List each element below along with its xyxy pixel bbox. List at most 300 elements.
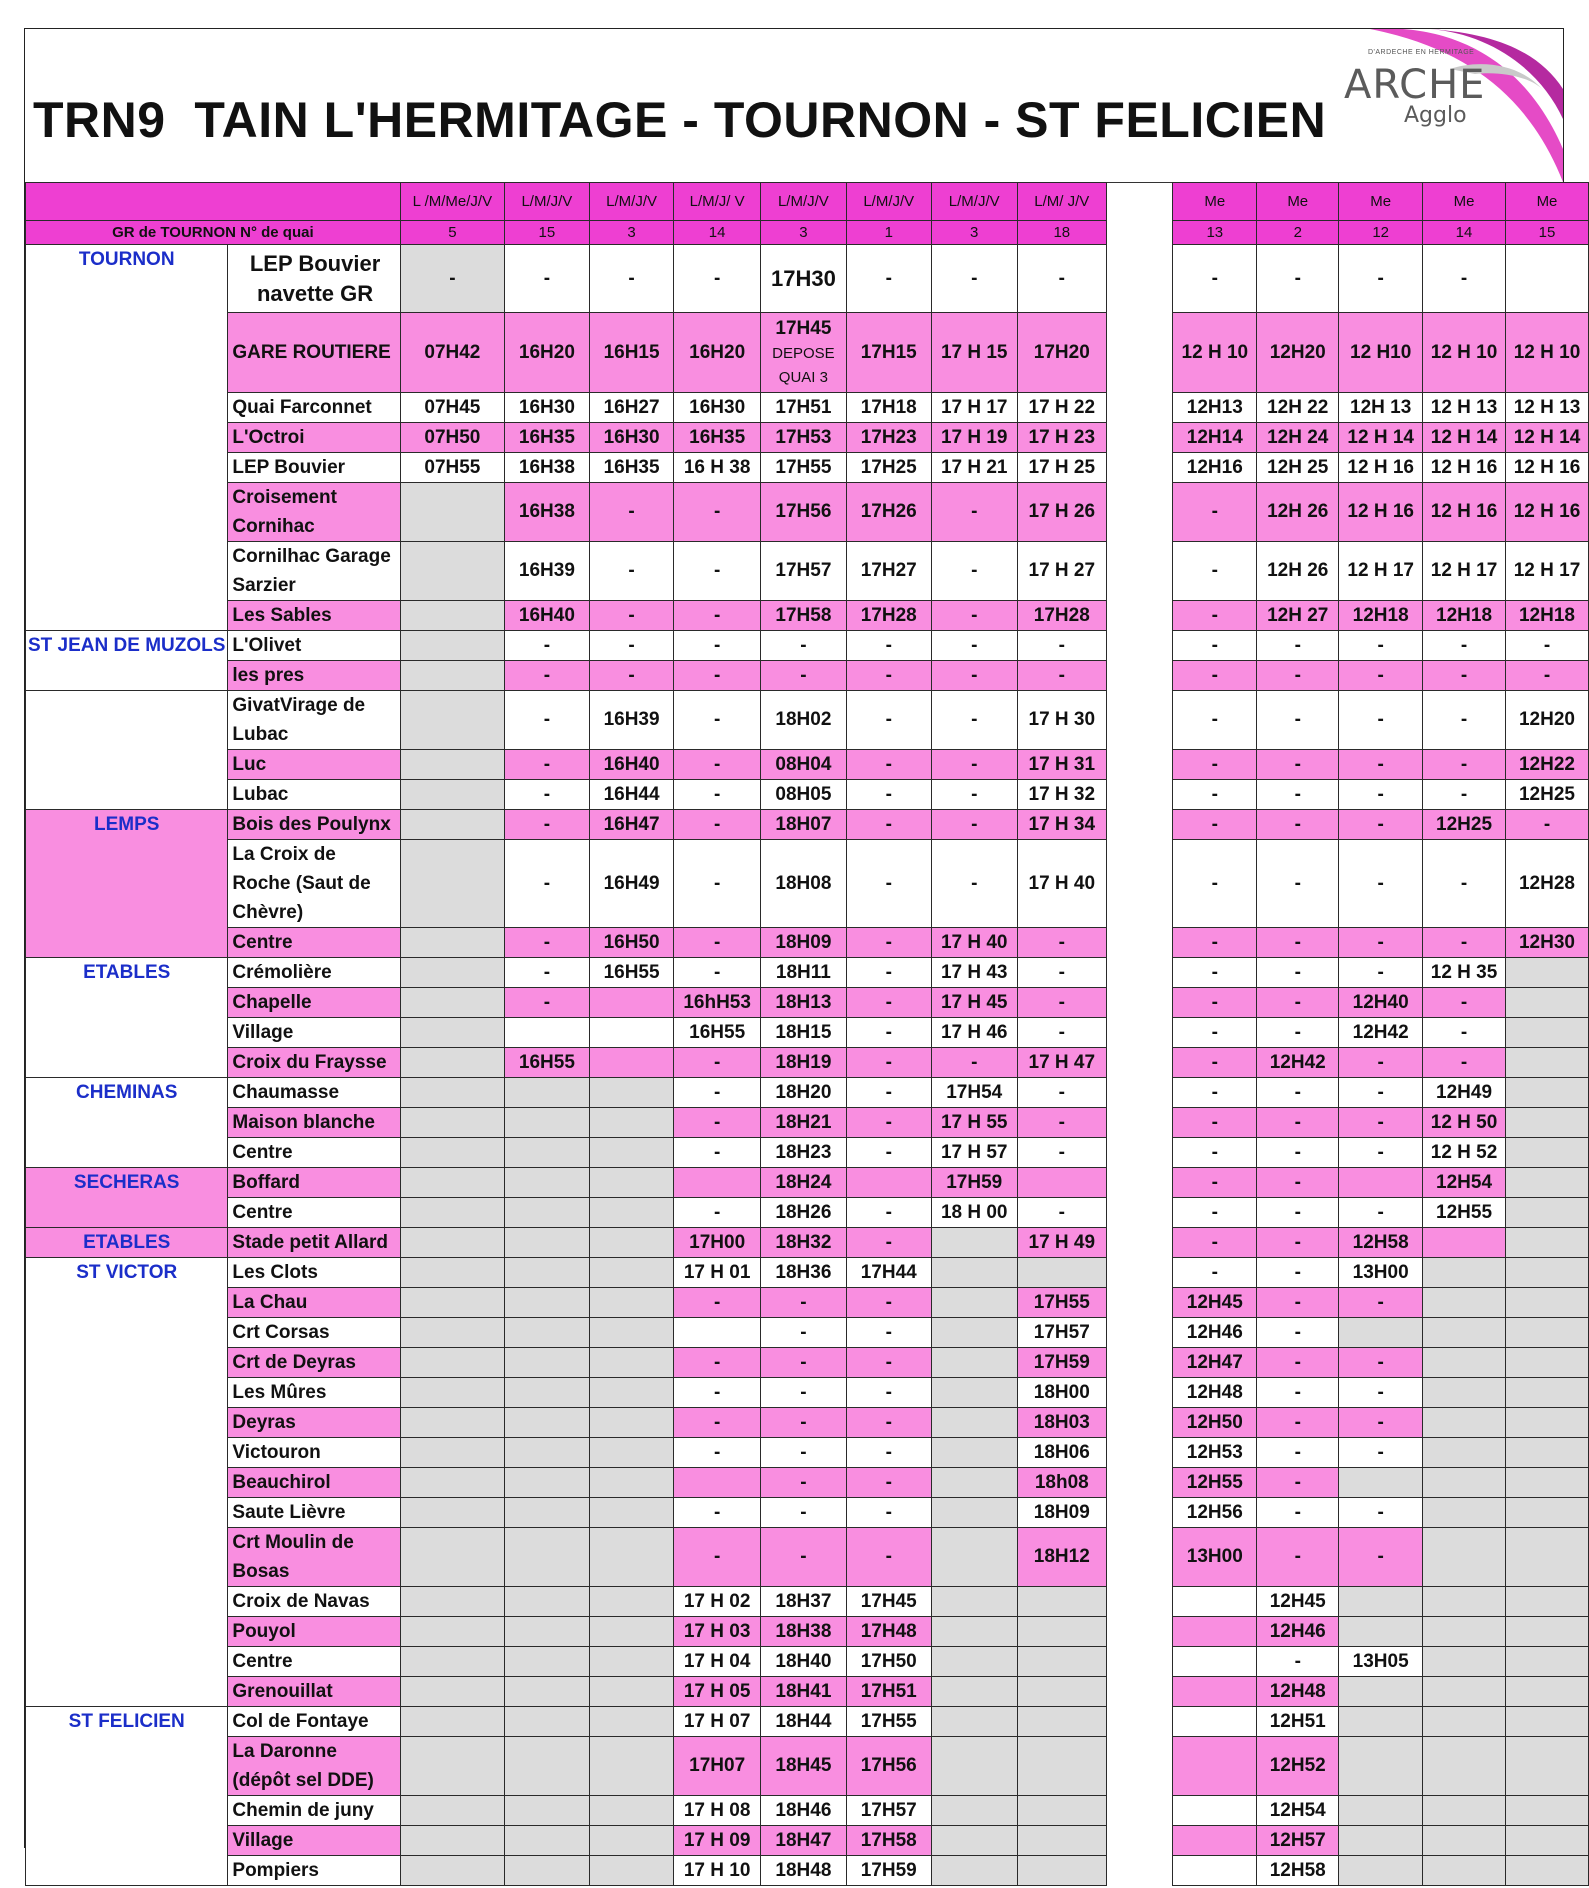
time-cell: -	[846, 1318, 931, 1348]
time-cell	[589, 1468, 674, 1498]
time-cell: 17 H 10	[674, 1856, 760, 1886]
time-cell: 17 H 26	[1017, 483, 1106, 542]
time-cell: -	[1505, 810, 1588, 840]
time-cell	[505, 1348, 590, 1378]
header-empty-cell	[26, 183, 401, 221]
time-cell: -	[760, 1408, 846, 1438]
time-cell: 12H48	[1257, 1677, 1339, 1707]
time-cell: 16H47	[589, 810, 674, 840]
stop-name: Luc	[228, 750, 400, 780]
timetable-row	[26, 1198, 1589, 1228]
stop-name: Stade petit Allard	[228, 1228, 400, 1258]
time-cell	[400, 1048, 504, 1078]
time-cell: -	[1257, 1288, 1339, 1318]
time-cell: -	[760, 1348, 846, 1378]
time-cell: -	[674, 1528, 760, 1587]
time-cell	[400, 483, 504, 542]
quai-number-cell: 15	[1505, 221, 1588, 245]
time-cell: -	[1257, 1258, 1339, 1288]
stop-name: Bois des Poulynx	[228, 810, 400, 840]
time-cell: -	[1017, 661, 1106, 691]
timetable-row	[26, 928, 1589, 958]
time-cell: 12H 26	[1257, 483, 1339, 542]
stop-name: GARE ROUTIERE	[228, 313, 400, 393]
column-gap	[1106, 1018, 1173, 1048]
time-cell: 17 H 22	[1017, 393, 1106, 423]
time-cell	[400, 1707, 504, 1737]
logo-small-text: D'ARDECHE EN HERMITAGE	[1368, 49, 1475, 56]
time-cell: -	[1173, 1078, 1257, 1108]
time-cell: 18H08	[760, 840, 846, 928]
stop-name: L'Octroi	[228, 423, 400, 453]
stop-name: Centre	[228, 1138, 400, 1168]
column-gap	[1106, 988, 1173, 1018]
time-cell: 12H 27	[1257, 601, 1339, 631]
time-cell	[400, 1348, 504, 1378]
time-cell: 17 H 17	[931, 393, 1017, 423]
header	[25, 29, 1563, 183]
logo-arche-text: ARCHE	[1344, 62, 1486, 108]
time-cell: 18H20	[760, 1078, 846, 1108]
time-cell: 17H15	[846, 313, 931, 393]
time-cell: 12 H 16	[1505, 453, 1588, 483]
time-cell: 16H55	[674, 1018, 760, 1048]
time-cell: 12H47	[1173, 1348, 1257, 1378]
stop-name: Chaumasse	[228, 1078, 400, 1108]
stop-name: Col de Fontaye	[228, 1707, 400, 1737]
time-cell	[505, 1408, 590, 1438]
time-cell: 08H04	[760, 750, 846, 780]
stop-name: Saute Lièvre	[228, 1498, 400, 1528]
time-cell: 13H00	[1339, 1258, 1423, 1288]
time-cell	[400, 1258, 504, 1288]
logo-agglo-text: Agglo	[1404, 103, 1467, 128]
time-cell: -	[1257, 780, 1339, 810]
time-cell	[400, 1198, 504, 1228]
time-cell	[589, 1198, 674, 1228]
stop-name: Grenouillat	[228, 1677, 400, 1707]
timetable-row	[26, 958, 1589, 988]
time-cell: -	[1257, 1348, 1339, 1378]
time-cell: 12H30	[1505, 928, 1588, 958]
time-cell	[589, 1707, 674, 1737]
time-cell: -	[674, 1498, 760, 1528]
time-cell: -	[1257, 1018, 1339, 1048]
time-cell: 17H54	[931, 1078, 1017, 1108]
time-cell: 18H24	[760, 1168, 846, 1198]
timetable-row	[26, 1348, 1589, 1378]
time-cell: 12 H 10	[1423, 313, 1506, 393]
timetable-row	[26, 661, 1589, 691]
time-cell: -	[1339, 1048, 1423, 1078]
time-cell: 12 H 16	[1339, 483, 1423, 542]
time-cell: 18H41	[760, 1677, 846, 1707]
time-cell	[589, 1617, 674, 1647]
time-cell: -	[1173, 1048, 1257, 1078]
quai-number-cell: 12	[1339, 221, 1423, 245]
time-cell	[589, 1318, 674, 1348]
stop-name: Cornilhac Garage Sarzier	[228, 542, 400, 601]
time-cell	[589, 1348, 674, 1378]
time-cell: -	[760, 1498, 846, 1528]
time-cell: 18H40	[760, 1647, 846, 1677]
timetable-row	[26, 1018, 1589, 1048]
time-cell	[1505, 1796, 1588, 1826]
time-cell: -	[1339, 928, 1423, 958]
time-cell: 18H38	[760, 1617, 846, 1647]
time-cell	[1173, 1796, 1257, 1826]
timetable-row	[26, 840, 1589, 928]
time-cell: -	[674, 1348, 760, 1378]
time-cell: -	[674, 1438, 760, 1468]
timetable-row	[26, 750, 1589, 780]
time-cell: 16H35	[674, 423, 760, 453]
time-cell: 17 H 47	[1017, 1048, 1106, 1078]
time-cell	[400, 928, 504, 958]
time-cell: -	[846, 1078, 931, 1108]
time-cell: 17 H 19	[931, 423, 1017, 453]
time-value: 17H45	[775, 317, 832, 339]
time-cell: 16H39	[505, 542, 590, 601]
time-cell: 17H27	[846, 542, 931, 601]
time-cell	[400, 1408, 504, 1438]
time-cell	[505, 1288, 590, 1318]
time-cell: 18H11	[760, 958, 846, 988]
time-cell	[589, 1498, 674, 1528]
stop-name: Pouyol	[228, 1617, 400, 1647]
time-cell: -	[1339, 1348, 1423, 1378]
day-header-cell: L/M/J/V	[505, 183, 590, 221]
stop-name: LEP Bouvier	[228, 453, 400, 483]
time-cell: 12H58	[1339, 1228, 1423, 1258]
time-cell	[505, 1707, 590, 1737]
time-cell	[1505, 1737, 1588, 1796]
time-cell: 17H50	[846, 1647, 931, 1677]
timetable-row	[26, 1378, 1589, 1408]
time-cell: 12 H 13	[1423, 393, 1506, 423]
time-cell	[400, 631, 504, 661]
time-cell	[589, 1288, 674, 1318]
column-gap	[1106, 1318, 1173, 1348]
column-gap	[1106, 928, 1173, 958]
time-cell: -	[1423, 661, 1506, 691]
time-cell: -	[674, 928, 760, 958]
time-cell: -	[760, 1378, 846, 1408]
time-cell	[931, 1528, 1017, 1587]
time-cell: 07H50	[400, 423, 504, 453]
time-cell: -	[931, 780, 1017, 810]
time-cell: 12H22	[1505, 750, 1588, 780]
quai-number-cell: 15	[505, 221, 590, 245]
time-cell: 17H57	[1017, 1318, 1106, 1348]
time-cell: -	[1339, 1528, 1423, 1587]
time-cell: 12 H 16	[1505, 483, 1588, 542]
time-cell	[400, 958, 504, 988]
time-cell: -	[1423, 840, 1506, 928]
time-cell	[589, 1048, 674, 1078]
time-cell	[674, 1468, 760, 1498]
time-cell: 18H09	[760, 928, 846, 958]
time-cell: 12H58	[1257, 1856, 1339, 1886]
time-cell: -	[846, 1378, 931, 1408]
column-gap	[1106, 780, 1173, 810]
time-cell	[589, 1647, 674, 1677]
time-cell	[931, 1378, 1017, 1408]
time-cell: 17H48	[846, 1617, 931, 1647]
time-cell	[1339, 1856, 1423, 1886]
day-header-cell: L /M/Me/J/V	[400, 183, 504, 221]
column-gap	[1106, 1468, 1173, 1498]
time-cell: -	[846, 1288, 931, 1318]
time-cell	[1017, 1168, 1106, 1198]
time-cell: -	[846, 958, 931, 988]
time-cell: 17 H 27	[1017, 542, 1106, 601]
stop-name: Pompiers	[228, 1856, 400, 1886]
time-cell: -	[1257, 1078, 1339, 1108]
time-cell: -	[1257, 691, 1339, 750]
time-cell	[589, 1737, 674, 1796]
time-cell: 12H20	[1257, 313, 1339, 393]
time-cell	[400, 1228, 504, 1258]
column-gap	[1106, 1048, 1173, 1078]
depose-note: DEPOSE QUAI 3	[772, 344, 835, 386]
time-cell: -	[1173, 840, 1257, 928]
time-cell	[1505, 1258, 1588, 1288]
time-cell	[1339, 1826, 1423, 1856]
time-cell	[400, 750, 504, 780]
time-cell: -	[505, 691, 590, 750]
time-cell	[400, 691, 504, 750]
time-cell: -	[846, 780, 931, 810]
time-cell: -	[1257, 631, 1339, 661]
timetable-row	[26, 691, 1589, 750]
time-cell: 18H09	[1017, 1498, 1106, 1528]
quai-label: GR de TOURNON N° de quai	[26, 221, 401, 245]
time-cell: -	[1423, 928, 1506, 958]
column-gap	[1106, 1856, 1173, 1886]
timetable-row	[26, 453, 1589, 483]
stop-name: LEP Bouvier navette GR	[228, 245, 400, 313]
time-cell	[1339, 1468, 1423, 1498]
time-cell	[400, 1288, 504, 1318]
time-cell: 18H45	[760, 1737, 846, 1796]
time-cell: 12H48	[1173, 1378, 1257, 1408]
time-cell: -	[1257, 1408, 1339, 1438]
time-cell: -	[760, 1318, 846, 1348]
time-cell: 12H54	[1423, 1168, 1506, 1198]
time-cell: 17H56	[760, 483, 846, 542]
column-gap	[1106, 1438, 1173, 1468]
column-gap	[1106, 453, 1173, 483]
timetable-row	[26, 1796, 1589, 1826]
stop-name: Village	[228, 1018, 400, 1048]
time-cell	[1505, 958, 1588, 988]
column-gap	[1106, 958, 1173, 988]
time-cell: 18H02	[760, 691, 846, 750]
column-gap	[1106, 1348, 1173, 1378]
time-cell: 12H55	[1173, 1468, 1257, 1498]
time-cell: 12H16	[1173, 453, 1257, 483]
time-cell: 17H59	[1017, 1348, 1106, 1378]
time-cell: -	[674, 750, 760, 780]
time-cell	[1423, 1438, 1506, 1468]
time-cell: -	[1339, 1198, 1423, 1228]
time-cell	[931, 1258, 1017, 1288]
timetable-row	[26, 1438, 1589, 1468]
time-cell: -	[1173, 928, 1257, 958]
time-cell: 18H07	[760, 810, 846, 840]
time-cell	[589, 1587, 674, 1617]
time-cell	[505, 1856, 590, 1886]
time-cell: -	[1339, 1498, 1423, 1528]
time-cell: 12 H 17	[1339, 542, 1423, 601]
column-gap	[1106, 1288, 1173, 1318]
time-cell	[400, 1587, 504, 1617]
time-cell: -	[674, 1138, 760, 1168]
time-cell: -	[1257, 1438, 1339, 1468]
time-cell	[1423, 1617, 1506, 1647]
time-cell: 16H44	[589, 780, 674, 810]
timetable-row	[26, 313, 1589, 393]
timetable-row	[26, 1228, 1589, 1258]
time-cell: 12H18	[1423, 601, 1506, 631]
time-cell: 16H27	[589, 393, 674, 423]
time-cell	[1017, 1677, 1106, 1707]
time-cell: 12H42	[1339, 1018, 1423, 1048]
time-cell	[400, 542, 504, 601]
time-cell	[1423, 1408, 1506, 1438]
time-cell: 18H36	[760, 1258, 846, 1288]
time-cell: 12H52	[1257, 1737, 1339, 1796]
timetable-row	[26, 245, 1589, 313]
time-cell	[1017, 1647, 1106, 1677]
time-cell: -	[1257, 1318, 1339, 1348]
time-cell: 16H40	[589, 750, 674, 780]
column-gap	[1106, 1078, 1173, 1108]
time-cell	[400, 601, 504, 631]
timetable-row	[26, 483, 1589, 542]
time-cell: 18H44	[760, 1707, 846, 1737]
time-cell: -	[1423, 1048, 1506, 1078]
time-cell: 17H55	[1017, 1288, 1106, 1318]
stop-name: les pres	[228, 661, 400, 691]
time-cell: 17H56	[846, 1737, 931, 1796]
time-cell: -	[589, 245, 674, 313]
time-cell	[931, 1318, 1017, 1348]
time-cell	[1339, 1617, 1423, 1647]
quai-number-cell: 14	[1423, 221, 1506, 245]
time-cell	[1339, 1796, 1423, 1826]
time-cell: -	[1257, 1228, 1339, 1258]
stop-name: Centre	[228, 928, 400, 958]
time-cell	[505, 1528, 590, 1587]
time-cell: 12 H 52	[1423, 1138, 1506, 1168]
time-cell: -	[760, 661, 846, 691]
time-cell: -	[1339, 1288, 1423, 1318]
time-cell: 12H25	[1423, 810, 1506, 840]
time-cell: 07H45	[400, 393, 504, 423]
time-cell: 12H18	[1339, 601, 1423, 631]
time-cell: -	[1257, 245, 1339, 313]
column-gap	[1106, 840, 1173, 928]
time-cell	[400, 1677, 504, 1707]
time-cell: -	[1173, 483, 1257, 542]
time-cell	[400, 1438, 504, 1468]
column-gap	[1106, 245, 1173, 313]
time-cell: 12 H10	[1339, 313, 1423, 393]
time-cell: 17 H 21	[931, 453, 1017, 483]
time-cell: 17 H 40	[931, 928, 1017, 958]
time-cell	[1423, 1498, 1506, 1528]
time-cell: -	[674, 1048, 760, 1078]
column-gap	[1106, 1258, 1173, 1288]
time-cell: -	[1257, 1498, 1339, 1528]
time-cell: 12 H 10	[1173, 313, 1257, 393]
time-cell: 17H18	[846, 393, 931, 423]
timetable-row	[26, 542, 1589, 601]
time-cell	[589, 1826, 674, 1856]
time-cell: 17H26	[846, 483, 931, 542]
time-cell: -	[674, 691, 760, 750]
time-cell: -	[1257, 1468, 1339, 1498]
time-cell	[505, 1078, 590, 1108]
time-cell: 17H45	[846, 1587, 931, 1617]
column-gap	[1106, 1737, 1173, 1796]
time-cell: -	[846, 1498, 931, 1528]
time-cell	[1173, 1856, 1257, 1886]
column-gap	[1106, 423, 1173, 453]
time-cell	[505, 1826, 590, 1856]
time-cell: 12 H 10	[1505, 313, 1588, 393]
time-cell	[931, 1826, 1017, 1856]
time-cell: -	[674, 661, 760, 691]
time-cell	[1423, 1228, 1506, 1258]
time-cell: -	[1017, 1018, 1106, 1048]
time-cell	[1423, 1348, 1506, 1378]
column-gap	[1106, 1108, 1173, 1138]
time-cell	[1423, 1677, 1506, 1707]
time-cell: -	[931, 542, 1017, 601]
time-cell: 17 H 57	[931, 1138, 1017, 1168]
time-cell: -	[931, 245, 1017, 313]
time-cell: -	[1017, 928, 1106, 958]
time-cell	[1423, 1378, 1506, 1408]
column-gap	[1106, 1378, 1173, 1408]
time-cell	[505, 1168, 590, 1198]
time-cell: -	[1423, 691, 1506, 750]
timetable-row	[26, 1826, 1589, 1856]
time-cell: 17 H 02	[674, 1587, 760, 1617]
time-cell: 18H00	[1017, 1378, 1106, 1408]
time-cell: -	[589, 483, 674, 542]
time-cell: -	[1173, 1138, 1257, 1168]
time-cell	[400, 810, 504, 840]
time-cell: -	[1505, 631, 1588, 661]
stop-name: Croix de Navas	[228, 1587, 400, 1617]
time-cell	[1173, 1617, 1257, 1647]
time-cell: -	[674, 631, 760, 661]
time-cell	[400, 1856, 504, 1886]
time-cell: 17 H 23	[1017, 423, 1106, 453]
time-cell	[931, 1707, 1017, 1737]
time-cell: 17 H 15	[931, 313, 1017, 393]
time-cell	[1505, 1826, 1588, 1856]
time-cell: 17 H 31	[1017, 750, 1106, 780]
time-cell: 16H15	[589, 313, 674, 393]
stop-name: Lubac	[228, 780, 400, 810]
time-cell	[1505, 1707, 1588, 1737]
time-cell: -	[1257, 1168, 1339, 1198]
